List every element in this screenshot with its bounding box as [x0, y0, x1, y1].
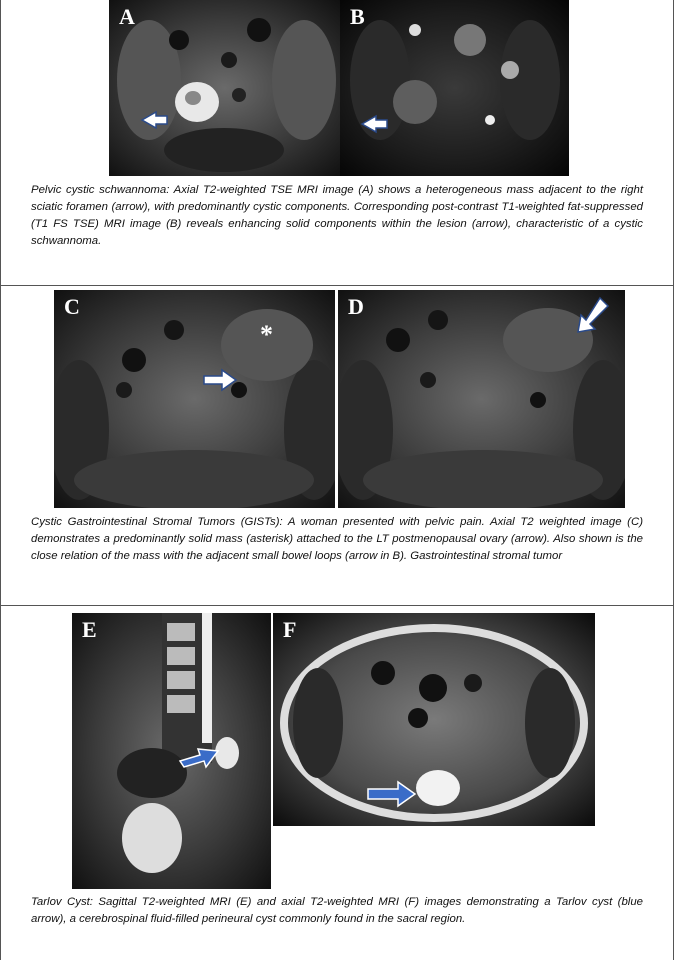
mri-image-d: [338, 290, 625, 508]
mri-image-a: [109, 0, 340, 176]
image-label: F: [283, 617, 297, 642]
mri-image-c: [54, 290, 335, 508]
image-label: B: [350, 4, 365, 29]
mri-image-e: [72, 613, 271, 889]
mri-image-d-graphic: [338, 290, 625, 508]
figure-caption: Pelvic cystic schwannoma: Axial T2-weighted TSE MRI image (A) shows a heterogeneous mass adjacent to the right sciatic foramen (arrow), with predominantly cystic components. Corresponding post-contrast T1-weighted fat-suppressed (T1 FS TSE) MRI image (B) reveals enhancing solid components within the lesion (arrow), characteristic of a cystic schwannoma.: [31, 184, 643, 247]
blue-arrow-icon: [368, 782, 415, 806]
figure-caption: Tarlov Cyst: Sagittal T2-weighted MRI (E) and axial T2-weighted MRI (F) images demonstrating a Tarlov cyst (blue arrow), a cerebrospinal fluid-filled perineural cyst commonly found in the sacral region.: [31, 896, 643, 925]
white-arrow-icon: [578, 298, 608, 332]
mri-image-b-graphic: [340, 0, 569, 176]
asterisk-marker: *: [260, 320, 273, 349]
figure-panel-schwannoma: [0, 0, 674, 286]
mri-image-c-graphic: [54, 290, 335, 508]
mri-image-a-graphic: [109, 0, 340, 176]
figure-panel-tarlov: [0, 605, 674, 960]
image-label: E: [82, 617, 97, 642]
mri-image-b: [340, 0, 569, 176]
image-label: A: [119, 4, 135, 29]
mri-image-e-graphic: [72, 613, 271, 889]
mri-image-f-graphic: [273, 613, 595, 826]
mri-image-f: [273, 613, 595, 826]
white-arrow-icon: [204, 370, 236, 390]
figure-panel-gist: [0, 285, 674, 606]
image-label: D: [348, 294, 364, 319]
figure-caption: Cystic Gastrointestinal Stromal Tumors (GISTs): A woman presented with pelvic pain. Axial T2 weighted image (C) demonstrates a predominantly solid mass (asterisk) attached to the LT postmenopausal ovary (arrow). Also shown is the close relation of the mass with the adjacent small bowel loops (arrow in B). Gastrointestinal stromal tumor: [31, 516, 643, 562]
image-label: C: [64, 294, 80, 319]
